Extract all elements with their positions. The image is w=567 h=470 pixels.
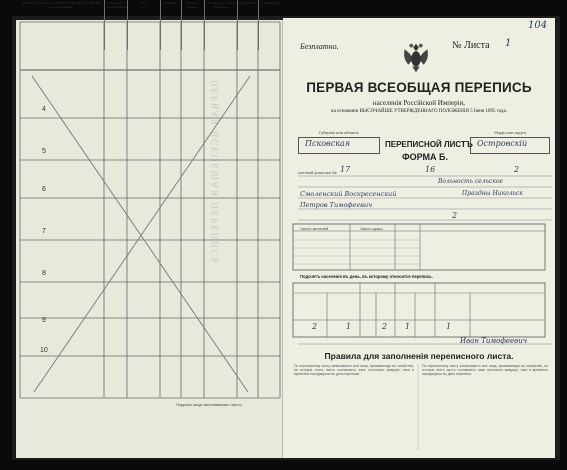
province-value: Псковская <box>305 139 351 148</box>
count-value: 1 <box>446 322 452 331</box>
header-col-age: Возрастъ <box>160 0 182 50</box>
count-value: 2 <box>312 322 318 331</box>
row-number: 5 <box>42 148 46 155</box>
bleed-through-text: ПЕРВАЯ ВСЕОБЩАЯ ПЕРЕПИСЬ <box>210 80 220 265</box>
counting-district-value: 17 <box>340 165 351 174</box>
subdistrict-value: 2 <box>514 165 520 174</box>
count-value: 1 <box>346 322 352 331</box>
province-label: Губернія или область <box>319 130 359 135</box>
district-label: Уѣздъ или округъ <box>493 130 527 135</box>
district-value: Островскій <box>477 139 528 148</box>
row-number: 7 <box>42 228 46 235</box>
household-count-value: 2 <box>452 211 458 220</box>
left-footer-signature-label: Подпись лица заполнившаго листъ. <box>176 402 243 407</box>
householder-value: Петров Тимофеевич <box>300 201 373 209</box>
parish-value: Смоленский Воскресенский <box>300 190 397 198</box>
row-number: 6 <box>42 186 46 193</box>
table1-header-souls: Число душъ <box>360 226 383 231</box>
header-col-name: ФАМИЛИЯ (прозвище), ИМЯ и ОТЧЕСТВО или ПРОЗВА, кто как называлъ... <box>20 0 105 50</box>
row-number: 8 <box>42 270 46 277</box>
free-label: Безплатно. <box>300 42 339 51</box>
count-value: 2 <box>382 322 388 331</box>
counting-district-label: счетный участокъ № <box>298 170 337 175</box>
header-col-estate: Сословие, состояние или звание <box>204 0 238 50</box>
sheet-number-label: № Листа <box>452 40 490 51</box>
archive-page-number: 104 <box>528 20 548 31</box>
rules-text-right: По переписному листу записываютъ всѣ лица, проживающія въ хозяйствѣ, на которое этотъ листъ составленъ, какъ постоянно живущіе, такъ и временно находящіеся въ день переписи. <box>422 364 548 377</box>
signature-value: Иван Тимофеевич <box>460 337 528 345</box>
header-col-birthplace: Гдѣ родился <box>237 0 259 50</box>
table1-header-residents: Число жителей <box>300 226 329 231</box>
row-number: 4 <box>42 106 46 113</box>
header-col-registered: Гдѣ приписанъ <box>258 1 279 5</box>
population-count-heading: Подсчетъ населенія въ день, въ которому относится перепись. <box>300 274 433 279</box>
rules-text-left: По переписному листу записываютъ всѣ лица, проживающія въ хозяйствѣ, на которое этотъ листъ составленъ, какъ постоянно живущіе, такъ и временно находящіеся въ день переписи. <box>294 364 414 377</box>
header-col-marital: Холостъ, женатъ <box>181 0 205 50</box>
form-title: ПЕРЕПИСНОЙ ЛИСТЪ <box>385 140 473 149</box>
settlement-value: Вольность сельское <box>438 178 504 185</box>
census-district-value: 16 <box>425 165 436 174</box>
sheet-number-value: 1 <box>505 38 512 49</box>
count-value: 1 <box>405 322 411 331</box>
village-value: Праздны Никольск <box>462 190 523 197</box>
document-subtitle: населенія Россійской Имперіи, <box>372 99 466 107</box>
row-number: 9 <box>42 317 46 324</box>
document-title: ПЕРВАЯ ВСЕОБЩАЯ ПЕРЕПИСЬ <box>306 80 532 95</box>
row-number: 10 <box>40 347 48 354</box>
header-col-relation: Отношение к главе хозяйства <box>104 0 128 50</box>
rules-title: Правила для заполненія переписного листа. <box>324 351 514 361</box>
header-col-sex: Пол <box>127 0 161 50</box>
form-letter: ФОРМА Б. <box>401 152 449 162</box>
document-subtitle-2: на основаніи ВЫСОЧАЙШЕ УТВЕРЖДЕННАГО ПОЛОЖЕНІЯ 5 Іюня 1895 года. <box>330 109 508 114</box>
